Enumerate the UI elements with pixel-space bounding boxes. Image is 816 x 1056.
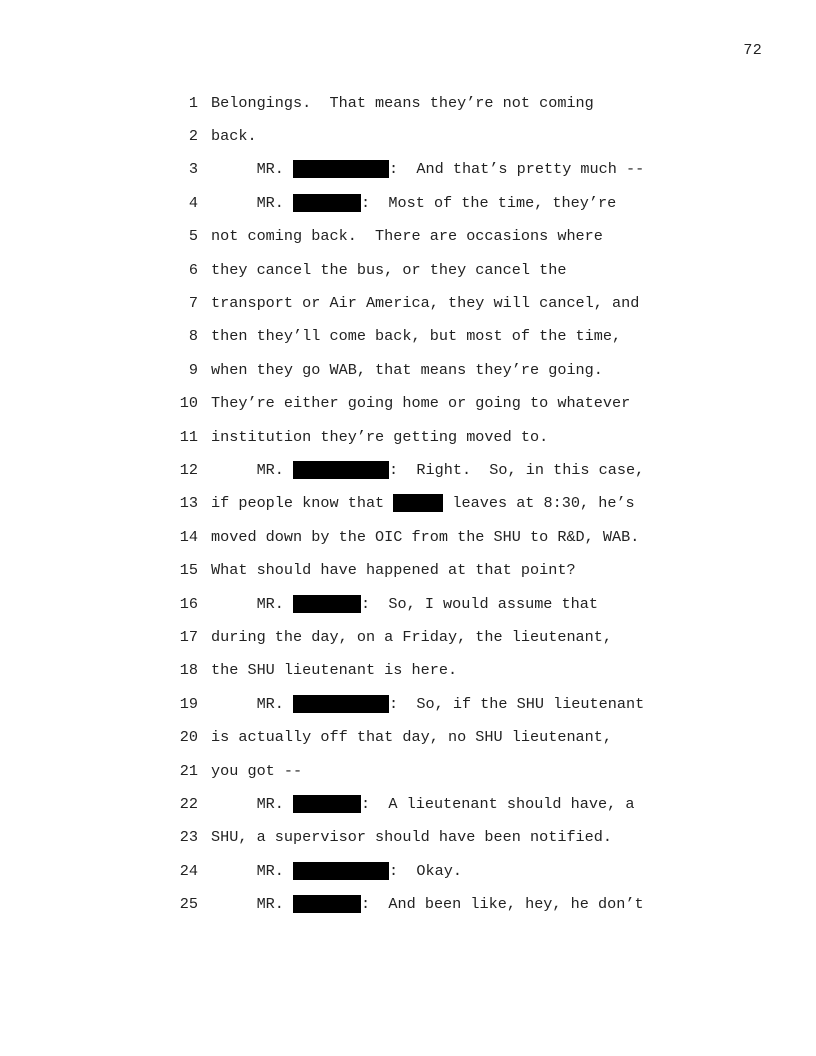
line-text <box>211 461 644 479</box>
redaction-box <box>293 795 361 813</box>
line-text <box>211 828 612 846</box>
line-text-segment: MR. <box>211 861 294 880</box>
line-text-segment: MR. <box>211 794 294 813</box>
transcript-line <box>168 420 688 453</box>
line-text-segment: : Okay. <box>389 861 462 880</box>
line-text <box>211 695 644 713</box>
line-text <box>211 762 302 780</box>
line-text-segment: moved down by the OIC from the SHU to R&D, WAB. <box>211 527 640 546</box>
line-text-segment: not coming back. There are occasions where <box>211 227 603 246</box>
line-number: 14 <box>179 527 198 546</box>
line-text-segment: the SHU lieutenant is here. <box>211 661 458 680</box>
line-number: 18 <box>179 661 198 680</box>
line-text-segment: MR. <box>211 895 294 914</box>
line-text-segment: back. <box>211 127 257 146</box>
line-number: 5 <box>188 227 198 246</box>
transcript-line <box>168 654 688 687</box>
line-number: 9 <box>188 360 198 379</box>
line-text <box>211 127 257 145</box>
line-text-segment: if people know that <box>211 494 394 513</box>
line-number: 24 <box>179 861 198 880</box>
line-number: 11 <box>179 427 198 446</box>
redaction-box <box>293 160 389 178</box>
redaction-box <box>293 862 389 880</box>
line-text-segment: : So, I would assume that <box>361 594 598 613</box>
line-text-segment: : Most of the time, they’re <box>361 193 617 212</box>
line-text <box>211 528 639 546</box>
transcript-line <box>168 553 688 586</box>
transcript-line <box>168 86 688 119</box>
transcript-line <box>168 220 688 253</box>
redaction-box <box>293 595 361 613</box>
line-number: 12 <box>179 460 198 479</box>
line-text <box>211 294 639 312</box>
line-text <box>211 327 621 345</box>
line-text-segment: leaves at 8:30, he’s <box>443 494 635 513</box>
redaction-box <box>393 494 443 512</box>
line-text <box>211 227 603 245</box>
line-text <box>211 628 612 646</box>
transcript-line <box>168 453 688 486</box>
line-text-segment: : And that’s pretty much -- <box>389 160 645 179</box>
line-number: 1 <box>188 93 198 112</box>
line-text <box>211 160 644 178</box>
line-text-segment: when they go WAB, that means they’re going. <box>211 360 603 379</box>
line-text-segment: SHU, a supervisor should have been notified. <box>211 828 613 847</box>
transcript-line <box>168 387 688 420</box>
transcript-line <box>168 520 688 553</box>
line-number: 3 <box>188 160 198 179</box>
line-number: 19 <box>179 694 198 713</box>
line-number: 8 <box>188 327 198 346</box>
line-number: 16 <box>179 594 198 613</box>
line-number: 21 <box>179 761 198 780</box>
transcript-line <box>168 887 688 920</box>
line-text <box>211 194 616 212</box>
page-number: 72 <box>743 42 762 59</box>
line-text <box>211 494 635 512</box>
transcript-line <box>168 487 688 520</box>
transcript-body <box>168 86 688 921</box>
line-text <box>211 94 594 112</box>
line-text-segment: then they’ll come back, but most of the time, <box>211 327 622 346</box>
line-text <box>211 862 462 880</box>
line-text-segment: : Right. So, in this case, <box>389 460 645 479</box>
line-text <box>211 795 634 813</box>
transcript-line <box>168 854 688 887</box>
line-number: 23 <box>179 828 198 847</box>
line-text-segment: : A lieutenant should have, a <box>361 794 635 813</box>
line-number: 20 <box>179 728 198 747</box>
redaction-box <box>293 194 361 212</box>
line-text <box>211 394 630 412</box>
line-number: 13 <box>179 494 198 513</box>
transcript-line <box>168 587 688 620</box>
line-number: 6 <box>188 260 198 279</box>
transcript-line <box>168 620 688 653</box>
line-text-segment: they cancel the bus, or they cancel the <box>211 260 567 279</box>
line-text-segment: MR. <box>211 160 294 179</box>
line-text <box>211 661 457 679</box>
line-number: 15 <box>179 561 198 580</box>
line-text-segment: MR. <box>211 460 294 479</box>
line-text <box>211 361 603 379</box>
redaction-box <box>293 895 361 913</box>
line-number: 4 <box>188 193 198 212</box>
line-text <box>211 895 644 913</box>
line-number: 22 <box>179 794 198 813</box>
line-text-segment: transport or Air America, they will cancel, and <box>211 294 640 313</box>
line-text-segment: MR. <box>211 193 294 212</box>
line-number: 2 <box>188 127 198 146</box>
line-text-segment: you got -- <box>211 761 303 780</box>
transcript-line <box>168 186 688 219</box>
transcript-line <box>168 286 688 319</box>
line-text-segment: : And been like, hey, he don’t <box>361 895 644 914</box>
line-text <box>211 595 598 613</box>
line-text <box>211 561 576 579</box>
redaction-box <box>293 461 389 479</box>
transcript-line <box>168 754 688 787</box>
line-text-segment: Belongings. That means they’re not coming <box>211 93 594 112</box>
transcript-line <box>168 787 688 820</box>
transcript-line <box>168 119 688 152</box>
line-number: 7 <box>188 294 198 313</box>
line-text-segment: They’re either going home or going to whatever <box>211 394 631 413</box>
redaction-box <box>293 695 389 713</box>
transcript-line <box>168 253 688 286</box>
line-text <box>211 428 548 446</box>
line-text <box>211 728 612 746</box>
line-number: 10 <box>179 394 198 413</box>
line-text-segment: during the day, on a Friday, the lieutenant, <box>211 627 613 646</box>
line-text-segment: MR. <box>211 594 294 613</box>
line-text-segment: MR. <box>211 694 294 713</box>
transcript-line <box>168 687 688 720</box>
line-number: 17 <box>179 627 198 646</box>
line-text-segment: institution they’re getting moved to. <box>211 427 549 446</box>
transcript-line <box>168 821 688 854</box>
transcript-line <box>168 720 688 753</box>
line-text-segment: What should have happened at that point? <box>211 561 576 580</box>
line-text-segment: : So, if the SHU lieutenant <box>389 694 645 713</box>
transcript-line <box>168 153 688 186</box>
transcript-line <box>168 353 688 386</box>
line-text <box>211 261 566 279</box>
line-number: 25 <box>179 895 198 914</box>
line-text-segment: is actually off that day, no SHU lieutenant, <box>211 728 613 747</box>
transcript-line <box>168 320 688 353</box>
